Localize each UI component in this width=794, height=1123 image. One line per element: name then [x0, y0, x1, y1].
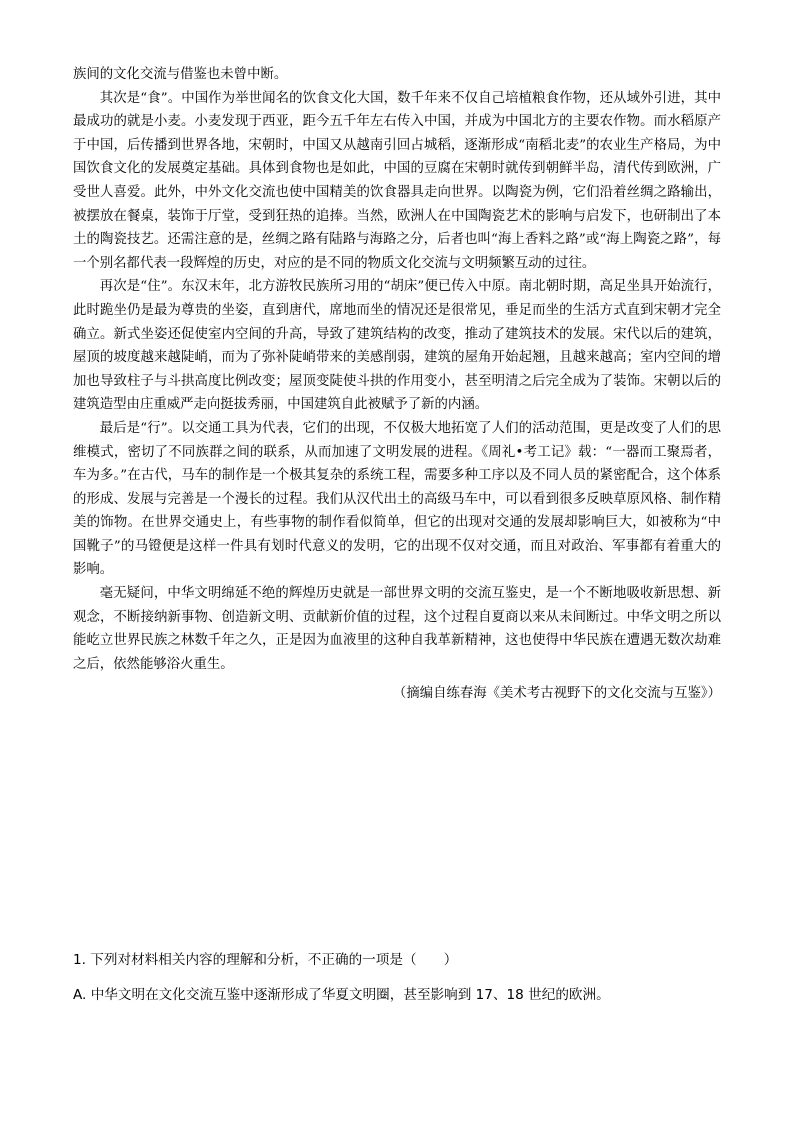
paragraph-continuation: 族间的文化交流与借鉴也未曾中断。 [73, 67, 288, 82]
paragraph-housing: 再次是“住”。东汉末年，北方游牧民族所习用的“胡床”便已传入中原。南北朝时期，高足坐具开始流行，此时跪坐仍是最为尊贵的坐姿，直到唐代，席地而坐的情况还是很常见，垂足而坐的生活方式直到宋朝才完全确立。新式坐姿还促使室内空间的升高，导致了建筑结构的改变，推动了建筑技术的发展。宋代以后的建筑，屋顶的坡度越来越陡峭，而为了弥补陡峭带来的美感削弱，建筑的屋角开始起翘，且越来越高；室内空间的增加也导致柱子与斗拱高度比例改变；屋顶变陡使斗拱的作用变小，甚至明清之后完全成为了装饰。宋朝以后的建筑造型由庄重威严走向挺拔秀丽，中国建筑自此被赋予了新的内涵。 [73, 279, 721, 413]
paragraph-conclusion: 毫无疑问，中华文明绵延不绝的辉煌历史就是一部世界文明的交流互鉴史，是一个不断地吸收新思想、新观念，不断接纳新事物、创造新文明、贡献新价值的过程，这个过程自夏商以来从未间断过。中华文明之所以能屹立世界民族之林数千年之久，正是因为血液里的这种自我革新精神，这也使得中华民族在遭遇无数次劫难之后，依然能够浴火重生。 [73, 586, 721, 672]
paragraph-food: 其次是“食”。中国作为举世闻名的饮食文化大国，数千年来不仅自己培植粮食作物，还从域外引进，其中最成功的就是小麦。小麦发现于西亚，距今五千年左右传入中国，并成为中国北方的主要农作物。而水稻原产于中国，后传播到世界各地，宋朝时，中国又从越南引回占城稻，逐渐形成“南稻北麦”的农业生产格局，为中国饮食文化的发展奠定基础。具体到食物也是如此，中国的豆腐在宋朝时就传到朝鲜半岛，清代传到欧洲，广受世人喜爱。此外，中外文化交流也使中国精美的饮食器具走向世界。以陶瓷为例，它们沿着丝绸之路输出，被摆放在餐桌，装饰于厅堂，受到狂热的追捧。当然，欧洲人在中国陶瓷艺术的影响与启发下，也研制出了本土的陶瓷技艺。还需注意的是，丝绸之路有陆路与海路之分，后者也叫“海上香料之路”或“海上陶瓷之路”，每一个别名都代表一段辉煌的历史，对应的是不同的物质文化交流与文明频繁互动的过往。 [73, 90, 721, 271]
article-body [73, 63, 721, 706]
source-citation: （摘编自练春海《美术考古视野下的文化交流与互鉴》） [392, 686, 721, 702]
option-a: A. 中华文明在文化交流互鉴中逐渐形成了华夏文明圈，甚至影响到 17、18 世纪的欧洲。 [73, 987, 610, 1003]
question-stem: 1. 下列对材料相关内容的理解和分析，不正确的一项是（ ） [73, 952, 458, 968]
paragraph-travel: 最后是“行”。以交通工具为代表，它们的出现，不仅极大地拓宽了人们的活动范围，更是改变了人们的思维模式，密切了不同族群之间的联系，从而加速了文明发展的进程。《周礼•考工记》载：“一器而工聚焉者，车为多。”在古代，马车的制作是一个极其复杂的系统工程，需要多种工序以及不同人员的紧密配合，这个体系的形成、发展与完善是一个漫长的过程。我们从汉代出土的高级马车中，可以看到很多反映草原风格、制作精美的饰物。在世界交通史上，有些事物的制作看似简单，但它的出现对交通的发展却影响巨大，如被称为“中国靴子”的马镫便是这样一件具有划时代意义的发明，它的出现不仅对交通，而且对政治、军事都有着重大的影响。 [73, 420, 721, 578]
